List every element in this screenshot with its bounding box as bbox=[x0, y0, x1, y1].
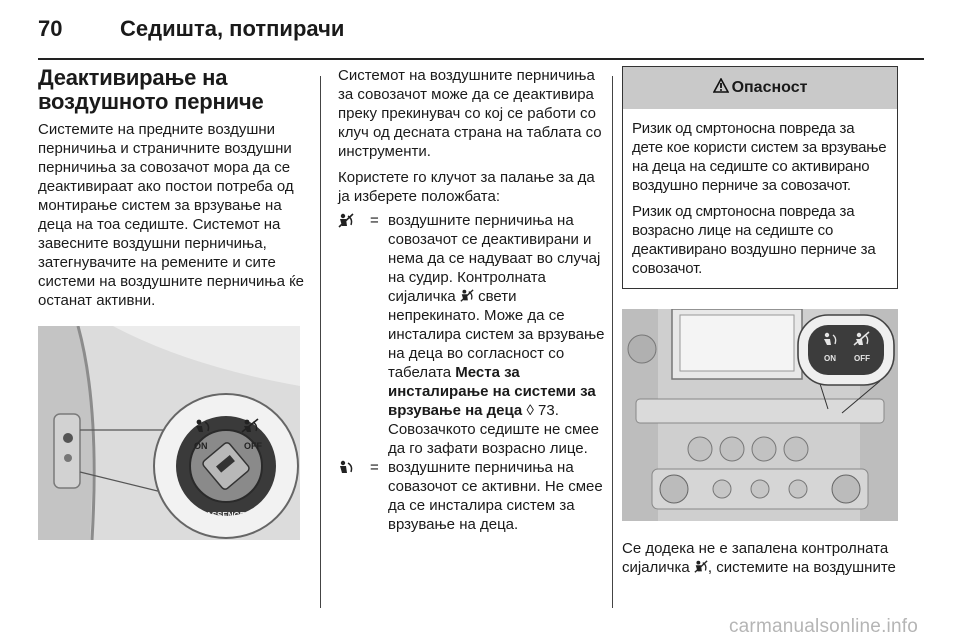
watermark[interactable]: carmanualsonline.info bbox=[728, 616, 918, 637]
lamp-continuation-text bbox=[622, 539, 910, 577]
dashboard-on-label: ON bbox=[824, 354, 836, 363]
figure-off-label: OFF bbox=[244, 441, 262, 451]
select-position-text: Користете го клучот за палање за да ја изберете положбата: bbox=[338, 169, 595, 205]
dashboard-figure bbox=[622, 309, 898, 521]
figure-airbag-label-1: PASSENGER bbox=[201, 511, 251, 520]
header-rule bbox=[38, 58, 924, 60]
airbag-off-icon bbox=[694, 559, 708, 576]
page-reference-arrow: ◊ bbox=[526, 402, 534, 419]
switch-description: Системот на воздушните перничиња за совозачот може да се деактивира преку прекинувач со кој се работи со клуч од десната страна на таблата со инструменти. bbox=[338, 67, 602, 160]
definition-on-text: воздушните перничиња на совазочот се активни. Не смее да се инсталира систем за врзување на деца. bbox=[388, 459, 603, 533]
table-reference-title[interactable]: Места за инсталирање на системи за врзување на деца bbox=[388, 364, 596, 419]
warning-body bbox=[623, 109, 897, 288]
column-1 bbox=[38, 66, 306, 540]
column-divider-2 bbox=[612, 76, 613, 608]
definition-off-text bbox=[388, 211, 606, 458]
section-heading: Деактивирање на воздушното перниче bbox=[38, 65, 264, 114]
equals-sign: = bbox=[370, 459, 379, 476]
definition-off bbox=[338, 211, 606, 458]
tail-part1: Се додека не е запалена контролната сијаличка bbox=[622, 540, 889, 576]
tail-part2: , системите на воздушните bbox=[707, 559, 896, 576]
warning-paragraph-2: Ризик од смртоносна повреда за возрасно лице на седиште со деактивирано воздушно перниче за совозачот. bbox=[632, 203, 876, 277]
figure-on-label: ON bbox=[194, 441, 208, 451]
airbag-off-icon bbox=[460, 288, 474, 305]
danger-warning-box bbox=[622, 66, 898, 289]
key-switch-figure bbox=[38, 326, 300, 540]
figure-airbag-label-2: AIRBAG bbox=[210, 520, 242, 529]
definition-off-part1: воздушните перничиња на совозачот се деактивирани и нема да се надуваат во случај на судир. Контролната сијаличка bbox=[388, 212, 601, 305]
warning-paragraph-1: Ризик од смртоносна повреда за дете кое користи систем за врзување на деца на седиште со активирано воздушно перниче за совозачот. bbox=[632, 120, 887, 194]
column-2 bbox=[338, 66, 606, 534]
warning-title: Опасност bbox=[731, 79, 808, 96]
airbag-off-icon bbox=[338, 211, 370, 458]
page-header bbox=[38, 16, 924, 50]
warning-header bbox=[623, 67, 897, 109]
dashboard-off-label: OFF bbox=[854, 354, 870, 363]
definition-off-part3: 73. Совозачкото седиште не смее да го зафати возрасно лице. bbox=[388, 402, 599, 457]
page-number: 70 bbox=[38, 16, 63, 41]
airbag-on-icon bbox=[338, 458, 370, 534]
definition-off-part2: свети непрекинато. Може да се инсталира систем за врзување на деца во согласност со табелата bbox=[388, 288, 605, 381]
column-3 bbox=[622, 66, 910, 577]
equals-sign: = bbox=[370, 212, 379, 229]
position-definitions bbox=[338, 211, 606, 534]
intro-paragraph: Системите на предните воздушни перничиња и страничните воздушни перничиња за совозачот мора да се деактивираат ако постои потреба од монтирање систем за врзување на деца на тоа седиште. Системот на завесните воздушни перничиња, затегнувачите на ремените и сите системи на воздушните перничиња ќе останат активни. bbox=[38, 121, 305, 309]
warning-triangle-icon bbox=[713, 78, 732, 98]
running-title: Седишта, потпирачи bbox=[120, 16, 345, 41]
definition-on bbox=[338, 458, 606, 534]
column-divider-1 bbox=[320, 76, 321, 608]
